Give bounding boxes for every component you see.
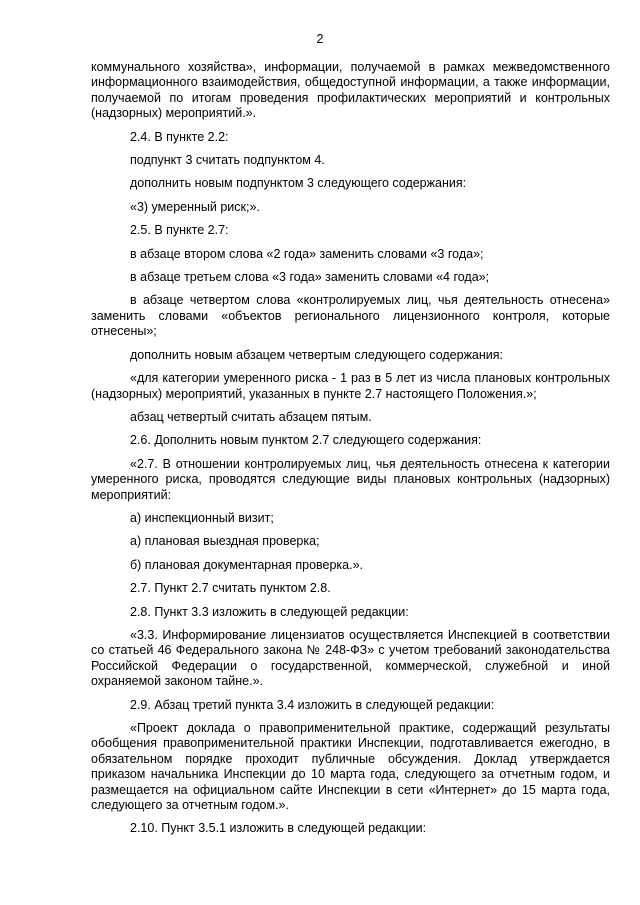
- paragraph-1: коммунального хозяйства», информации, получаемой в рамках межведомственного информационного взаимодействия, общедоступной информации, а также информации, получаемой по итогам проведения профилактических мероприятий и контрольных (надзорных) мероприятий.».: [91, 60, 610, 121]
- paragraph-4: дополнить новым подпунктом 3 следующего содержания:: [130, 176, 467, 191]
- paragraph-3: подпункт 3 считать подпунктом 4.: [130, 153, 325, 168]
- paragraph-13: 2.6. Дополнить новым пунктом 2.7 следующего содержания:: [130, 433, 482, 448]
- paragraph-9: в абзаце четвертом слова «контролируемых лиц, чья деятельность отнесена» заменить словами «объектов регионального лицензионного контроля, которые отнесены»;: [91, 293, 610, 339]
- document-body: [91, 60, 610, 845]
- paragraph-12: абзац четвертый считать абзацем пятым.: [130, 409, 372, 424]
- paragraph-7: в абзаце втором слова «2 года» заменить словами «3 года»;: [130, 246, 484, 261]
- paragraph-18: 2.7. Пункт 2.7 считать пунктом 2.8.: [130, 581, 331, 596]
- paragraph-20: «3.3. Информирование лицензиатов осуществляется Инспекцией в соответствии со статьей 46 Федерального закона № 248-ФЗ» с учетом требований законодательства Российской Федерации о государственной, коммерческой, служебной и иной охраняемой законом тайне.».: [91, 627, 610, 689]
- page-number: 2: [316, 32, 324, 46]
- paragraph-5: «3) умеренный риск;».: [130, 199, 260, 214]
- paragraph-8: в абзаце третьем слова «3 года» заменить словами «4 года»;: [130, 270, 490, 285]
- paragraph-23: 2.10. Пункт 3.5.1 изложить в следующей редакции:: [130, 821, 427, 836]
- paragraph-10: дополнить новым абзацем четвертым следующего содержания:: [130, 347, 504, 362]
- paragraph-17: б) плановая документарная проверка.».: [130, 557, 364, 572]
- paragraph-15: а) инспекционный визит;: [130, 510, 274, 525]
- paragraph-16: а) плановая выездная проверка;: [130, 534, 320, 549]
- paragraph-14: «2.7. В отношении контролируемых лиц, чья деятельность отнесена к категории умеренного риска, проводятся следующие виды плановых контрольных (надзорных) мероприятий:: [91, 456, 610, 502]
- paragraph-11: «для категории умеренного риска - 1 раз в 5 лет из числа плановых контрольных (надзорных) мероприятий, указанных в пункте 2.7 настоящего Положения.»;: [91, 371, 610, 401]
- paragraph-21: 2.9. Абзац третий пункта 3.4 изложить в следующей редакции:: [130, 697, 495, 712]
- paragraph-6: 2.5. В пункте 2.7:: [130, 223, 229, 238]
- paragraph-22: «Проект доклада о правоприменительной практике, содержащий результаты обобщения правоприменительной практики Инспекции, подготавливается ежегодно, в обязательном порядке проходит публичные обсуждения. Доклад утверждается приказом начальника Инспекции до 10 марта года, следующего за отчетным годом, и размещается на официальном сайте Инспекции в сети «Интернет» до 15 марта года, следующего за отчетным годом.».: [91, 721, 610, 813]
- paragraph-2: 2.4. В пункте 2.2:: [130, 129, 229, 144]
- paragraph-19: 2.8. Пункт 3.3 изложить в следующей редакции:: [130, 604, 409, 619]
